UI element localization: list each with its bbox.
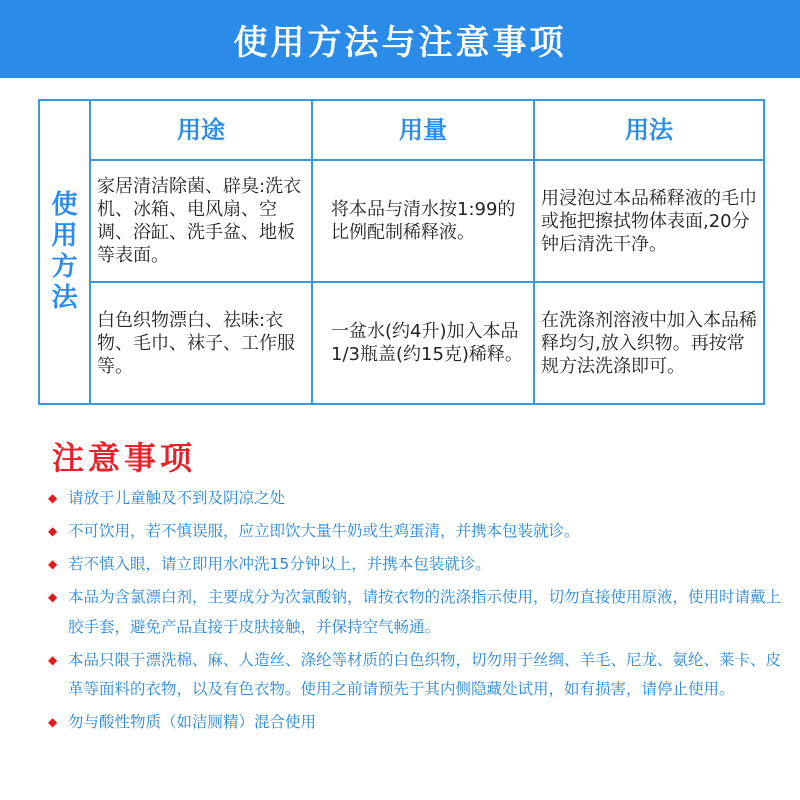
list-item — [48, 583, 783, 642]
purpose-cell: 白色织物漂白、祛味:衣物、毛巾、袜子、工作服等。 — [90, 282, 312, 404]
usage-side-label: 使用方法 — [51, 190, 78, 313]
dosage-cell: 将本品与清水按1:99的比例配制稀释液。 — [312, 160, 534, 282]
table-row — [39, 160, 764, 282]
notice-text: 若不慎入眼，请立即用水冲洗15分钟以上，并携本包装就诊。 — [68, 555, 491, 573]
list-item — [48, 550, 783, 580]
diamond-bullet-icon: ◆ — [48, 524, 58, 538]
diamond-bullet-icon: ◆ — [48, 652, 58, 667]
diamond-bullet-icon: ◆ — [48, 557, 58, 571]
method-cell: 在洗涤剂溶液中加入本品稀释均匀,放入织物。再按常规方法洗涤即可。 — [534, 282, 764, 404]
notice-title: 注意事项 — [52, 439, 197, 477]
dosage-cell: 一盆水(约4升)加入本品1/3瓶盖(约15克)稀释。 — [312, 282, 534, 404]
header-banner — [0, 0, 800, 78]
purpose-cell: 家居清洁除菌、辟臭:洗衣机、冰箱、电风扇、空调、浴缸、洗手盆、地板等表面。 — [90, 160, 312, 282]
header-method: 用法 — [534, 100, 764, 160]
diamond-bullet-icon: ◆ — [48, 590, 58, 604]
header-purpose: 用途 — [90, 100, 312, 160]
list-item — [48, 646, 783, 705]
diamond-bullet-icon: ◆ — [48, 715, 58, 729]
diamond-bullet-icon: ◆ — [48, 491, 58, 505]
table-row — [39, 282, 764, 404]
method-cell: 用浸泡过本品稀释液的毛巾或拖把擦拭物体表面,20分钟后清洗干净。 — [534, 160, 764, 282]
usage-table — [38, 99, 765, 405]
header-dosage: 用量 — [312, 100, 534, 160]
list-item — [48, 517, 783, 547]
list-item — [48, 708, 783, 738]
notice-text: 本品只限于漂洗棉、麻、人造丝、涤纶等材质的白色织物，切勿用于丝绸、羊毛、尼龙、氨纶、莱卡、皮革等面料的衣物，以及有色衣物。使用之前请预先于其内侧隐藏处试用，如有损害，请停止使用。 — [68, 650, 782, 698]
list-item — [48, 484, 783, 514]
page-title: 使用方法与注意事项 — [233, 22, 567, 63]
notice-text: 请放于儿童触及不到及阴凉之处 — [68, 489, 286, 507]
usage-side-label-cell — [39, 100, 90, 404]
notice-text: 本品为含氯漂白剂，主要成分为次氯酸钠，请按衣物的洗涤指示使用，切勿直接使用原液，使用时请戴上胶手套，避免产品直接于皮肤接触，并保持空气畅通。 — [68, 588, 782, 636]
table-header-row — [39, 100, 764, 160]
notice-list — [48, 484, 783, 741]
notice-text: 不可饮用，若不慎误服，应立即饮大量牛奶或生鸡蛋清，并携本包装就诊。 — [68, 522, 580, 540]
notice-text: 勿与酸性物质（如洁厕精）混合使用 — [68, 713, 317, 731]
